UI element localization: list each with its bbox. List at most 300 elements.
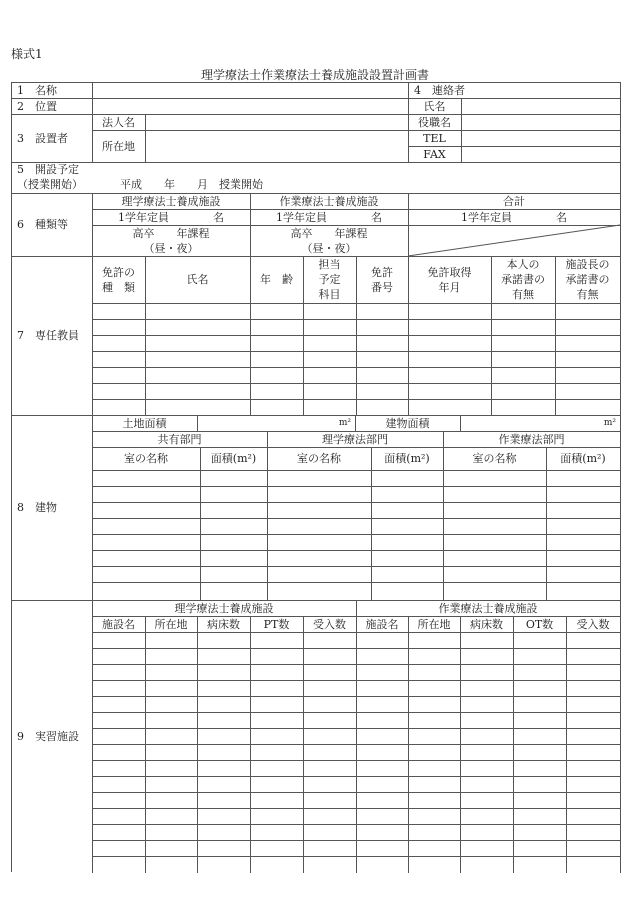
practice-cell[interactable] bbox=[250, 680, 304, 697]
teacher-cell[interactable] bbox=[250, 351, 304, 368]
practice-cell[interactable] bbox=[408, 728, 461, 745]
teacher-header-0: 免許の 種 類 bbox=[92, 256, 146, 304]
room-cell[interactable] bbox=[267, 518, 372, 535]
practice-header-2: 病床数 bbox=[197, 616, 251, 633]
practice-cell[interactable] bbox=[356, 840, 409, 857]
room-name-header: 室の名称 bbox=[92, 447, 201, 471]
practice-cell[interactable] bbox=[92, 776, 146, 793]
type-label: 6 種類等 bbox=[11, 193, 93, 257]
room-cell[interactable] bbox=[200, 582, 268, 601]
practice-cell[interactable] bbox=[460, 664, 514, 681]
practice-cell[interactable] bbox=[197, 824, 251, 841]
teacher-cell[interactable] bbox=[356, 399, 409, 416]
teacher-cell[interactable] bbox=[555, 367, 621, 384]
practice-cell[interactable] bbox=[303, 728, 357, 745]
teacher-cell[interactable] bbox=[491, 351, 556, 368]
room-cell[interactable] bbox=[371, 550, 444, 567]
practice-cell[interactable] bbox=[250, 712, 304, 729]
practice-cell[interactable] bbox=[250, 760, 304, 777]
practice-cell[interactable] bbox=[145, 728, 198, 745]
teacher-cell[interactable] bbox=[491, 367, 556, 384]
room-cell[interactable] bbox=[267, 582, 372, 601]
practice-cell[interactable] bbox=[408, 792, 461, 809]
practice-cell[interactable] bbox=[145, 792, 198, 809]
practice-cell[interactable] bbox=[197, 696, 251, 713]
room-cell[interactable] bbox=[92, 518, 201, 535]
practice-cell[interactable] bbox=[303, 792, 357, 809]
practice-cell[interactable] bbox=[460, 728, 514, 745]
room-cell[interactable] bbox=[200, 502, 268, 519]
practice-cell[interactable] bbox=[145, 760, 198, 777]
practice-cell[interactable] bbox=[356, 856, 409, 873]
practice-cell[interactable] bbox=[250, 744, 304, 761]
room-cell[interactable] bbox=[267, 502, 372, 519]
practice-cell[interactable] bbox=[303, 648, 357, 665]
practice-cell[interactable] bbox=[460, 648, 514, 665]
dept-header-1: 理学療法部門 bbox=[267, 431, 444, 448]
teacher-cell[interactable] bbox=[303, 319, 357, 336]
practice-pt-header: 理学療法士養成施設 bbox=[92, 600, 357, 617]
teacher-cell[interactable] bbox=[92, 335, 146, 352]
building-label: 8 建物 bbox=[11, 415, 93, 601]
teacher-cell[interactable] bbox=[303, 399, 357, 416]
teacher-cell[interactable] bbox=[145, 335, 251, 352]
practice-cell[interactable] bbox=[145, 664, 198, 681]
type-ot-header: 作業療法士養成施設 bbox=[250, 193, 409, 210]
practice-cell[interactable] bbox=[92, 696, 146, 713]
practice-cell[interactable] bbox=[460, 744, 514, 761]
room-cell[interactable] bbox=[267, 534, 372, 551]
opening-date-input[interactable]: 平成 年 月 授業開始 bbox=[120, 178, 263, 191]
teacher-cell[interactable] bbox=[356, 335, 409, 352]
contact-label: 4 連絡者 bbox=[408, 82, 621, 99]
room-cell[interactable] bbox=[371, 470, 444, 487]
practice-cell[interactable] bbox=[197, 840, 251, 857]
practice-cell[interactable] bbox=[303, 680, 357, 697]
practice-cell[interactable] bbox=[303, 632, 357, 649]
teacher-cell[interactable] bbox=[303, 303, 357, 320]
practice-cell[interactable] bbox=[356, 776, 409, 793]
practice-cell[interactable] bbox=[460, 696, 514, 713]
practice-cell[interactable] bbox=[566, 808, 621, 825]
practice-cell[interactable] bbox=[303, 664, 357, 681]
practice-cell[interactable] bbox=[197, 808, 251, 825]
practice-header-6: 所在地 bbox=[408, 616, 461, 633]
practice-cell[interactable] bbox=[250, 792, 304, 809]
teacher-cell[interactable] bbox=[408, 351, 492, 368]
practice-cell[interactable] bbox=[408, 856, 461, 873]
teacher-cell[interactable] bbox=[491, 303, 556, 320]
practice-cell[interactable] bbox=[92, 664, 146, 681]
practice-cell[interactable] bbox=[513, 712, 567, 729]
teacher-cell[interactable] bbox=[303, 367, 357, 384]
teacher-cell[interactable] bbox=[555, 303, 621, 320]
practice-cell[interactable] bbox=[92, 680, 146, 697]
practice-cell[interactable] bbox=[408, 712, 461, 729]
practice-ot-header: 作業療法士養成施設 bbox=[356, 600, 621, 617]
practice-cell[interactable] bbox=[566, 776, 621, 793]
room-cell[interactable] bbox=[546, 566, 621, 583]
practice-cell[interactable] bbox=[356, 696, 409, 713]
practice-cell[interactable] bbox=[408, 808, 461, 825]
practice-cell[interactable] bbox=[460, 856, 514, 873]
teacher-cell[interactable] bbox=[145, 319, 251, 336]
practice-cell[interactable] bbox=[566, 856, 621, 873]
teacher-cell[interactable] bbox=[250, 303, 304, 320]
teacher-cell[interactable] bbox=[92, 319, 146, 336]
land-area-input: m² bbox=[197, 415, 356, 432]
contact-name-label: 氏名 bbox=[408, 98, 462, 115]
teacher-header-3: 担当 予定 科目 bbox=[303, 256, 357, 304]
teacher-cell[interactable] bbox=[408, 399, 492, 416]
practice-cell[interactable] bbox=[92, 760, 146, 777]
dept-header-2: 作業療法部門 bbox=[443, 431, 621, 448]
teacher-cell[interactable] bbox=[92, 367, 146, 384]
practice-label: 9 実習施設 bbox=[11, 600, 93, 873]
tel-label: TEL bbox=[408, 130, 462, 147]
land-area-label: 土地面積 bbox=[92, 415, 198, 432]
practice-cell[interactable] bbox=[250, 696, 304, 713]
position-input[interactable] bbox=[461, 114, 621, 131]
practice-cell[interactable] bbox=[92, 648, 146, 665]
room-cell[interactable] bbox=[92, 534, 201, 551]
practice-cell[interactable] bbox=[460, 792, 514, 809]
total-course-blank bbox=[408, 225, 621, 257]
practice-cell[interactable] bbox=[303, 808, 357, 825]
practice-cell[interactable] bbox=[197, 792, 251, 809]
practice-cell[interactable] bbox=[513, 744, 567, 761]
practice-cell[interactable] bbox=[566, 728, 621, 745]
room-cell[interactable] bbox=[371, 566, 444, 583]
room-cell[interactable] bbox=[267, 486, 372, 503]
teacher-cell[interactable] bbox=[145, 399, 251, 416]
practice-cell[interactable] bbox=[356, 632, 409, 649]
practice-cell[interactable] bbox=[145, 744, 198, 761]
practice-cell[interactable] bbox=[513, 664, 567, 681]
ot-course: 高卒 年課程 （昼・夜） bbox=[250, 225, 409, 257]
room-cell[interactable] bbox=[443, 582, 547, 601]
practice-cell[interactable] bbox=[408, 680, 461, 697]
pt-course: 高卒 年課程 （昼・夜） bbox=[92, 225, 251, 257]
teacher-cell[interactable] bbox=[491, 383, 556, 400]
practice-cell[interactable] bbox=[197, 680, 251, 697]
location-input[interactable] bbox=[92, 98, 409, 115]
practice-cell[interactable] bbox=[145, 824, 198, 841]
practice-cell[interactable] bbox=[408, 824, 461, 841]
practice-cell[interactable] bbox=[303, 744, 357, 761]
form-title: 理学療法士作業療法士養成施設設置計画書 bbox=[200, 68, 429, 82]
practice-cell[interactable] bbox=[513, 824, 567, 841]
practice-cell[interactable] bbox=[250, 632, 304, 649]
room-cell[interactable] bbox=[371, 486, 444, 503]
teacher-header-6: 本人の 承諾書の 有無 bbox=[491, 256, 556, 304]
practice-cell[interactable] bbox=[250, 808, 304, 825]
practice-header-0: 施設名 bbox=[92, 616, 146, 633]
practice-cell[interactable] bbox=[92, 744, 146, 761]
practice-cell[interactable] bbox=[408, 632, 461, 649]
teacher-header-7: 施設長の 承諾書の 有無 bbox=[555, 256, 621, 304]
teacher-cell[interactable] bbox=[250, 367, 304, 384]
teacher-cell[interactable] bbox=[145, 367, 251, 384]
contact-name-input[interactable] bbox=[461, 98, 621, 115]
practice-cell[interactable] bbox=[145, 856, 198, 873]
practice-cell[interactable] bbox=[356, 808, 409, 825]
practice-cell[interactable] bbox=[250, 856, 304, 873]
teacher-cell[interactable] bbox=[555, 351, 621, 368]
room-cell[interactable] bbox=[200, 566, 268, 583]
room-cell[interactable] bbox=[546, 582, 621, 601]
practice-cell[interactable] bbox=[303, 760, 357, 777]
practice-cell[interactable] bbox=[250, 728, 304, 745]
practice-cell[interactable] bbox=[408, 840, 461, 857]
founder-label: 3 設置者 bbox=[11, 114, 93, 163]
practice-header-8: OT数 bbox=[513, 616, 567, 633]
address-input[interactable] bbox=[145, 130, 409, 163]
teacher-cell[interactable] bbox=[145, 383, 251, 400]
teacher-cell[interactable] bbox=[92, 383, 146, 400]
teacher-cell[interactable] bbox=[356, 383, 409, 400]
room-name-header: 室の名称 bbox=[267, 447, 372, 471]
teacher-cell[interactable] bbox=[303, 335, 357, 352]
room-cell[interactable] bbox=[200, 550, 268, 567]
practice-cell[interactable] bbox=[513, 696, 567, 713]
practice-cell[interactable] bbox=[513, 680, 567, 697]
room-cell[interactable] bbox=[371, 502, 444, 519]
teacher-cell[interactable] bbox=[303, 383, 357, 400]
teacher-cell[interactable] bbox=[408, 367, 492, 384]
practice-cell[interactable] bbox=[513, 728, 567, 745]
practice-cell[interactable] bbox=[460, 840, 514, 857]
practice-cell[interactable] bbox=[92, 808, 146, 825]
teacher-cell[interactable] bbox=[491, 335, 556, 352]
teacher-cell[interactable] bbox=[555, 319, 621, 336]
practice-cell[interactable] bbox=[145, 696, 198, 713]
practice-cell[interactable] bbox=[356, 728, 409, 745]
teacher-cell[interactable] bbox=[356, 351, 409, 368]
practice-header-5: 施設名 bbox=[356, 616, 409, 633]
practice-cell[interactable] bbox=[197, 664, 251, 681]
teacher-cell[interactable] bbox=[408, 383, 492, 400]
practice-cell[interactable] bbox=[92, 856, 146, 873]
practice-cell[interactable] bbox=[303, 712, 357, 729]
room-cell[interactable] bbox=[546, 502, 621, 519]
practice-cell[interactable] bbox=[513, 808, 567, 825]
practice-cell[interactable] bbox=[356, 760, 409, 777]
practice-cell[interactable] bbox=[566, 792, 621, 809]
practice-cell[interactable] bbox=[303, 840, 357, 857]
teachers-label: 7 専任教員 bbox=[11, 256, 93, 416]
practice-cell[interactable] bbox=[356, 680, 409, 697]
practice-cell[interactable] bbox=[566, 696, 621, 713]
practice-cell[interactable] bbox=[250, 664, 304, 681]
practice-cell[interactable] bbox=[145, 648, 198, 665]
practice-cell[interactable] bbox=[408, 744, 461, 761]
practice-cell[interactable] bbox=[513, 632, 567, 649]
room-cell[interactable] bbox=[546, 470, 621, 487]
practice-cell[interactable] bbox=[92, 840, 146, 857]
practice-cell[interactable] bbox=[356, 648, 409, 665]
practice-cell[interactable] bbox=[197, 760, 251, 777]
practice-cell[interactable] bbox=[408, 760, 461, 777]
room-cell[interactable] bbox=[92, 470, 201, 487]
room-cell[interactable] bbox=[371, 534, 444, 551]
room-cell[interactable] bbox=[267, 550, 372, 567]
practice-cell[interactable] bbox=[92, 712, 146, 729]
practice-cell[interactable] bbox=[356, 664, 409, 681]
practice-cell[interactable] bbox=[408, 664, 461, 681]
practice-cell[interactable] bbox=[356, 824, 409, 841]
teacher-cell[interactable] bbox=[356, 303, 409, 320]
room-cell[interactable] bbox=[200, 486, 268, 503]
practice-cell[interactable] bbox=[145, 808, 198, 825]
practice-cell[interactable] bbox=[513, 840, 567, 857]
practice-header-1: 所在地 bbox=[145, 616, 198, 633]
practice-cell[interactable] bbox=[250, 776, 304, 793]
room-cell[interactable] bbox=[267, 566, 372, 583]
practice-cell[interactable] bbox=[145, 840, 198, 857]
practice-cell[interactable] bbox=[197, 712, 251, 729]
practice-cell[interactable] bbox=[303, 696, 357, 713]
corp-name-input[interactable] bbox=[145, 114, 409, 131]
teacher-cell[interactable] bbox=[408, 319, 492, 336]
practice-cell[interactable] bbox=[303, 824, 357, 841]
name-input[interactable] bbox=[92, 82, 409, 99]
teacher-cell[interactable] bbox=[555, 383, 621, 400]
practice-cell[interactable] bbox=[513, 776, 567, 793]
room-cell[interactable] bbox=[443, 486, 547, 503]
dept-header-0: 共有部門 bbox=[92, 431, 268, 448]
room-cell[interactable] bbox=[546, 518, 621, 535]
practice-cell[interactable] bbox=[566, 824, 621, 841]
practice-cell[interactable] bbox=[460, 824, 514, 841]
room-cell[interactable] bbox=[443, 518, 547, 535]
fax-input[interactable] bbox=[461, 146, 621, 163]
practice-cell[interactable] bbox=[145, 776, 198, 793]
practice-cell[interactable] bbox=[566, 712, 621, 729]
teacher-cell[interactable] bbox=[555, 335, 621, 352]
practice-cell[interactable] bbox=[197, 744, 251, 761]
practice-cell[interactable] bbox=[566, 648, 621, 665]
teacher-cell[interactable] bbox=[491, 399, 556, 416]
practice-cell[interactable] bbox=[566, 632, 621, 649]
practice-cell[interactable] bbox=[460, 808, 514, 825]
practice-cell[interactable] bbox=[92, 632, 146, 649]
practice-cell[interactable] bbox=[566, 840, 621, 857]
room-cell[interactable] bbox=[200, 470, 268, 487]
teacher-cell[interactable] bbox=[555, 399, 621, 416]
practice-cell[interactable] bbox=[408, 648, 461, 665]
type-pt-header: 理学療法士養成施設 bbox=[92, 193, 251, 210]
room-cell[interactable] bbox=[200, 534, 268, 551]
teacher-cell[interactable] bbox=[408, 335, 492, 352]
room-cell[interactable] bbox=[92, 566, 201, 583]
tel-input[interactable] bbox=[461, 130, 621, 147]
practice-cell[interactable] bbox=[566, 760, 621, 777]
room-cell[interactable] bbox=[546, 486, 621, 503]
room-cell[interactable] bbox=[443, 566, 547, 583]
practice-cell[interactable] bbox=[566, 664, 621, 681]
practice-cell[interactable] bbox=[460, 760, 514, 777]
teacher-cell[interactable] bbox=[356, 319, 409, 336]
practice-cell[interactable] bbox=[303, 856, 357, 873]
teacher-cell[interactable] bbox=[145, 303, 251, 320]
room-cell[interactable] bbox=[443, 502, 547, 519]
practice-cell[interactable] bbox=[513, 648, 567, 665]
practice-cell[interactable] bbox=[356, 712, 409, 729]
practice-cell[interactable] bbox=[303, 776, 357, 793]
teacher-cell[interactable] bbox=[356, 367, 409, 384]
teacher-cell[interactable] bbox=[145, 351, 251, 368]
practice-cell[interactable] bbox=[566, 744, 621, 761]
room-cell[interactable] bbox=[546, 550, 621, 567]
teacher-header-2: 年 齢 bbox=[250, 256, 304, 304]
practice-cell[interactable] bbox=[92, 824, 146, 841]
practice-cell[interactable] bbox=[92, 792, 146, 809]
room-cell[interactable] bbox=[443, 534, 547, 551]
practice-cell[interactable] bbox=[250, 824, 304, 841]
practice-cell[interactable] bbox=[197, 648, 251, 665]
room-cell[interactable] bbox=[267, 470, 372, 487]
practice-cell[interactable] bbox=[356, 744, 409, 761]
teacher-cell[interactable] bbox=[92, 351, 146, 368]
teacher-cell[interactable] bbox=[250, 399, 304, 416]
pt-capacity: 1学年定員 名 bbox=[92, 209, 251, 226]
practice-cell[interactable] bbox=[197, 776, 251, 793]
practice-cell[interactable] bbox=[460, 632, 514, 649]
practice-cell[interactable] bbox=[408, 776, 461, 793]
room-cell[interactable] bbox=[443, 470, 547, 487]
practice-cell[interactable] bbox=[250, 648, 304, 665]
practice-cell[interactable] bbox=[92, 728, 146, 745]
room-cell[interactable] bbox=[92, 582, 201, 601]
practice-cell[interactable] bbox=[566, 680, 621, 697]
area-header: 面積(m²) bbox=[546, 447, 621, 471]
teacher-cell[interactable] bbox=[491, 319, 556, 336]
practice-cell[interactable] bbox=[197, 856, 251, 873]
practice-cell[interactable] bbox=[250, 840, 304, 857]
address-label: 所在地 bbox=[92, 130, 146, 163]
practice-cell[interactable] bbox=[197, 728, 251, 745]
practice-cell[interactable] bbox=[145, 632, 198, 649]
practice-cell[interactable] bbox=[356, 792, 409, 809]
room-cell[interactable] bbox=[92, 486, 201, 503]
teacher-cell[interactable] bbox=[250, 335, 304, 352]
practice-cell[interactable] bbox=[460, 712, 514, 729]
room-cell[interactable] bbox=[443, 550, 547, 567]
teacher-cell[interactable] bbox=[92, 399, 146, 416]
teacher-cell[interactable] bbox=[92, 303, 146, 320]
teacher-cell[interactable] bbox=[303, 351, 357, 368]
room-cell[interactable] bbox=[371, 582, 444, 601]
practice-cell[interactable] bbox=[197, 632, 251, 649]
room-cell[interactable] bbox=[200, 518, 268, 535]
room-cell[interactable] bbox=[371, 518, 444, 535]
practice-cell[interactable] bbox=[460, 680, 514, 697]
teacher-cell[interactable] bbox=[250, 319, 304, 336]
practice-cell[interactable] bbox=[513, 760, 567, 777]
teacher-cell[interactable] bbox=[250, 383, 304, 400]
practice-cell[interactable] bbox=[513, 856, 567, 873]
practice-cell[interactable] bbox=[460, 776, 514, 793]
practice-cell[interactable] bbox=[145, 712, 198, 729]
practice-cell[interactable] bbox=[408, 696, 461, 713]
room-cell[interactable] bbox=[546, 534, 621, 551]
room-cell[interactable] bbox=[92, 502, 201, 519]
practice-cell[interactable] bbox=[145, 680, 198, 697]
teacher-cell[interactable] bbox=[408, 303, 492, 320]
practice-cell[interactable] bbox=[513, 792, 567, 809]
room-cell[interactable] bbox=[92, 550, 201, 567]
